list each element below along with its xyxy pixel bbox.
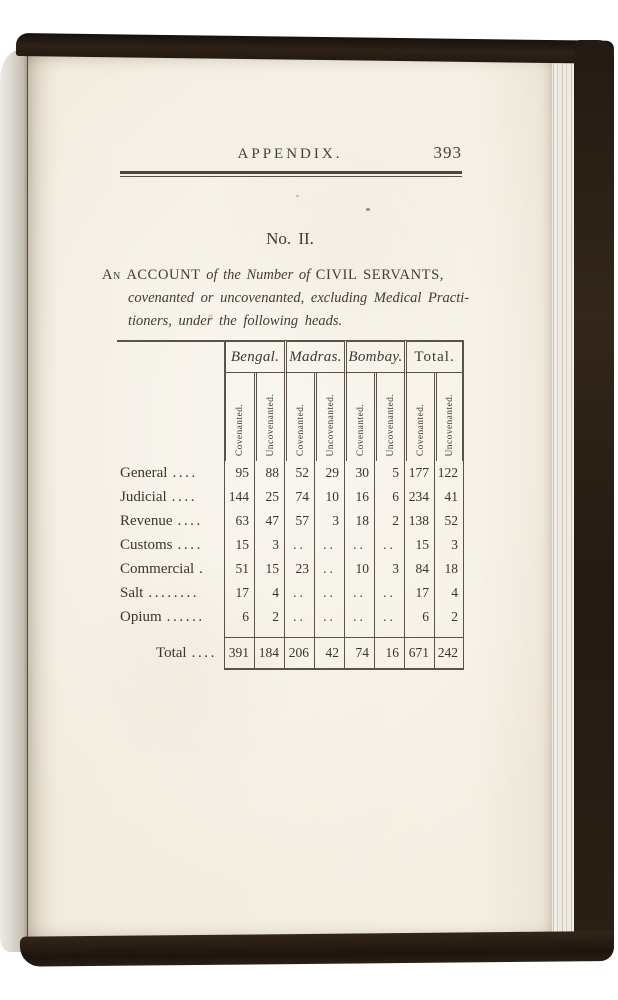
table-cell: 23 bbox=[284, 557, 314, 581]
table-cell: .. bbox=[314, 533, 344, 557]
table-cell: 242 bbox=[434, 637, 464, 670]
table-cell: 138 bbox=[404, 509, 434, 533]
table-cell: 18 bbox=[344, 509, 374, 533]
table-cell: 29 bbox=[314, 461, 344, 485]
table-cell: 4 bbox=[254, 581, 284, 605]
row-label-text: Customs bbox=[120, 536, 173, 553]
subcolumn-header-cell bbox=[254, 373, 284, 461]
table-cell: 84 bbox=[404, 557, 434, 581]
table-cell: 57 bbox=[284, 509, 314, 533]
table-cell: 88 bbox=[254, 461, 284, 485]
table-cell: 6 bbox=[404, 605, 434, 637]
row-label bbox=[117, 509, 224, 533]
table-cell: 47 bbox=[254, 509, 284, 533]
table-cell: .. bbox=[344, 533, 374, 557]
caption-subject: CIVIL SERVANTS, bbox=[315, 267, 445, 283]
row-label bbox=[117, 461, 224, 485]
row-label bbox=[117, 557, 224, 581]
leader-dots: .... bbox=[177, 536, 203, 553]
caption-line-3: tioners, under the following heads. bbox=[128, 312, 343, 329]
table-cell: .. bbox=[374, 533, 404, 557]
table-cell: 16 bbox=[344, 485, 374, 509]
table-cell: .. bbox=[344, 605, 374, 637]
group-header-bengal: Bengal. bbox=[224, 340, 284, 373]
table-cell: 2 bbox=[434, 605, 464, 637]
subcolumn-header-cell bbox=[224, 373, 254, 461]
table-cell: 74 bbox=[344, 637, 374, 670]
table-cell: 184 bbox=[254, 637, 284, 670]
subcolumn-header-cell bbox=[434, 373, 464, 461]
table-cell: 17 bbox=[404, 581, 434, 605]
table-cell: 10 bbox=[344, 557, 374, 581]
row-label bbox=[117, 581, 224, 605]
caption-line-1 bbox=[102, 264, 480, 287]
table-row-salt bbox=[117, 581, 464, 605]
table-row-general bbox=[117, 461, 464, 485]
table-cell: 42 bbox=[314, 637, 344, 670]
group-header-bombay: Bombay. bbox=[344, 340, 404, 373]
row-label-text: Opium bbox=[120, 608, 162, 625]
caption-line-2: covenanted or uncovenanted, excluding Medical Practi- bbox=[128, 289, 470, 306]
table-cell: 5 bbox=[374, 461, 404, 485]
leader-dots: ........ bbox=[148, 584, 200, 601]
table-wrap bbox=[117, 340, 464, 670]
table-cell: 52 bbox=[284, 461, 314, 485]
row-label-text: Commercial bbox=[120, 560, 195, 577]
table-cell: 2 bbox=[254, 605, 284, 637]
table-cell: .. bbox=[284, 581, 314, 605]
table-cell: 3 bbox=[314, 509, 344, 533]
table-cell: 18 bbox=[434, 557, 464, 581]
table-cell: 30 bbox=[344, 461, 374, 485]
subcolumn-header: Covenanted. bbox=[355, 403, 366, 456]
table-cell: 3 bbox=[434, 533, 464, 557]
subcolumn-header-cell bbox=[284, 373, 314, 461]
subcolumn-header: Covenanted. bbox=[235, 403, 245, 456]
running-head: APPENDIX. bbox=[237, 146, 343, 162]
table-row-revenue bbox=[117, 509, 464, 533]
table-cell: 144 bbox=[224, 485, 254, 509]
head-rule bbox=[120, 171, 462, 177]
running-head-row bbox=[28, 145, 552, 163]
row-label-text: Salt bbox=[120, 584, 144, 601]
table-row-opium bbox=[117, 605, 464, 637]
row-label bbox=[117, 533, 224, 557]
table-cell: 671 bbox=[404, 637, 434, 670]
table-row-customs bbox=[117, 533, 464, 557]
table-cell: 16 bbox=[374, 637, 404, 670]
book-page bbox=[28, 52, 552, 942]
row-label-text: General bbox=[120, 464, 168, 481]
leader-dots: .... bbox=[172, 464, 198, 481]
row-label bbox=[117, 637, 224, 670]
leader-dots: .... bbox=[177, 512, 203, 529]
table-cell: 206 bbox=[284, 637, 314, 670]
table-cell: 6 bbox=[374, 485, 404, 509]
table-cell: .. bbox=[314, 581, 344, 605]
group-header-madras: Madras. bbox=[284, 340, 344, 373]
table-head bbox=[117, 340, 464, 461]
subcolumn-header: Covenanted. bbox=[295, 403, 306, 456]
table-cell: 63 bbox=[224, 509, 254, 533]
subcolumn-header: Uncovenanted. bbox=[325, 393, 336, 456]
group-header-total: Total. bbox=[404, 340, 464, 373]
subcolumn-header-cell bbox=[374, 373, 404, 461]
table-cell: 10 bbox=[314, 485, 344, 509]
table-cell: 3 bbox=[254, 533, 284, 557]
table-cell: 15 bbox=[254, 557, 284, 581]
table-cell: .. bbox=[284, 605, 314, 637]
table-row-total bbox=[117, 637, 464, 670]
ink-speck bbox=[296, 195, 299, 197]
table-row-judicial bbox=[117, 485, 464, 509]
table-cell: 6 bbox=[224, 605, 254, 637]
subcolumn-header-cell bbox=[314, 373, 344, 461]
table-cell: 2 bbox=[374, 509, 404, 533]
subcolumn-header: Uncovenanted. bbox=[444, 393, 455, 456]
caption-of-phrase: of the Number of bbox=[206, 267, 311, 283]
table-cell: .. bbox=[374, 581, 404, 605]
leader-dots: . bbox=[199, 560, 206, 577]
book-cover-right-edge bbox=[574, 40, 614, 961]
table-cell: 25 bbox=[254, 485, 284, 509]
table-corner-cell bbox=[117, 340, 224, 461]
leader-dots: .... bbox=[171, 488, 198, 505]
table-cell: 15 bbox=[224, 533, 254, 557]
caption-lead: An bbox=[102, 267, 121, 283]
book-spine bbox=[0, 50, 29, 952]
leader-dots: .... bbox=[191, 645, 217, 661]
table-cell: .. bbox=[374, 605, 404, 637]
row-label bbox=[117, 605, 224, 637]
book-cover-bottom-edge bbox=[20, 931, 614, 967]
table-cell: 95 bbox=[224, 461, 254, 485]
section-number: No. II. bbox=[266, 229, 314, 248]
table-cell: .. bbox=[284, 533, 314, 557]
leader-dots: ...... bbox=[166, 608, 205, 625]
page-number: 393 bbox=[433, 143, 462, 162]
table-cell: .. bbox=[314, 605, 344, 637]
row-label-text: Total bbox=[155, 645, 187, 661]
table-cell: 51 bbox=[224, 557, 254, 581]
table-cell: 74 bbox=[284, 485, 314, 509]
table-cell: 391 bbox=[224, 637, 254, 670]
table-cell: 234 bbox=[404, 485, 434, 509]
table-cell: 3 bbox=[374, 557, 404, 581]
subcolumn-header: Uncovenanted. bbox=[265, 393, 276, 456]
subcolumn-header: Uncovenanted. bbox=[385, 393, 396, 456]
table-cell: 41 bbox=[434, 485, 464, 509]
row-label-text: Revenue bbox=[120, 512, 173, 529]
table-cell: 4 bbox=[434, 581, 464, 605]
paper-stain bbox=[208, 314, 213, 318]
table-cell: .. bbox=[344, 581, 374, 605]
caption-account: ACCOUNT bbox=[126, 267, 201, 283]
subcolumn-header-cell bbox=[344, 373, 374, 461]
table-cell: 15 bbox=[404, 533, 434, 557]
table-cell: 177 bbox=[404, 461, 434, 485]
table-row-commercial bbox=[117, 557, 464, 581]
ink-speck bbox=[366, 208, 370, 211]
civil-servants-table bbox=[117, 340, 464, 670]
subcolumn-header-cell bbox=[404, 373, 434, 461]
table-cell: 52 bbox=[434, 509, 464, 533]
table-cell: 17 bbox=[224, 581, 254, 605]
table-cell: 122 bbox=[434, 461, 464, 485]
subcolumn-header: Covenanted. bbox=[415, 403, 426, 456]
row-label bbox=[117, 485, 224, 509]
table-cell: .. bbox=[314, 557, 344, 581]
row-label-text: Judicial bbox=[120, 488, 167, 505]
table-body bbox=[117, 461, 464, 670]
table-caption bbox=[102, 264, 480, 333]
